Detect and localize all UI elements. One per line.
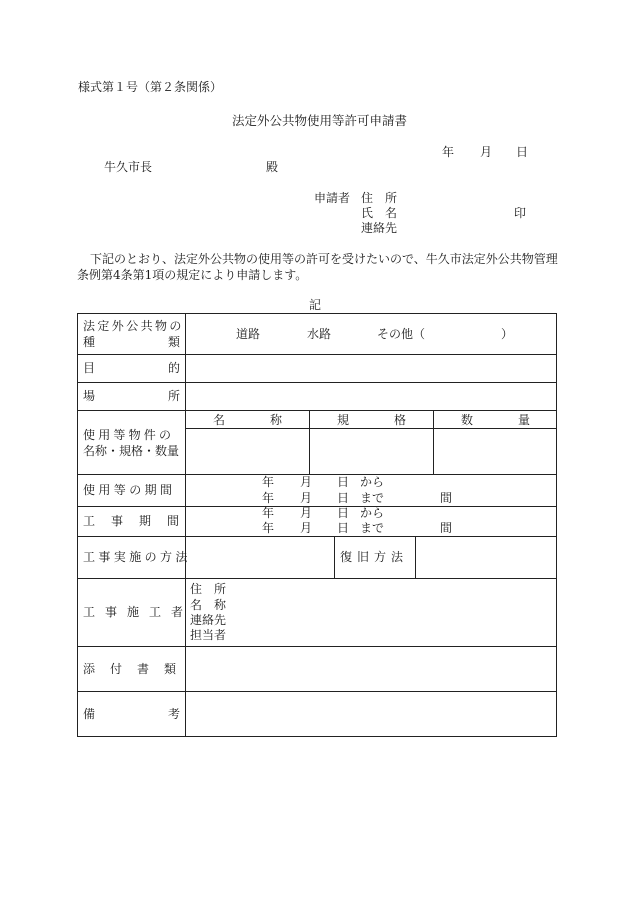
period-to-year: 年 — [262, 491, 275, 505]
body-text-line-2: 条例第4条第1項の規定により申請します。 — [77, 268, 308, 282]
period-until-label: まで — [360, 491, 385, 505]
body-text-line-1: 下記のとおり、法定外公共物の使用等の許可を受けたいので、牛久市法定外公共物管理 — [90, 252, 558, 266]
place-char: 場 — [83, 389, 96, 403]
row-rule — [78, 578, 556, 579]
attachments-field[interactable] — [190, 650, 550, 688]
row-rule — [78, 474, 556, 475]
kind-option-waterway[interactable]: 水路 — [307, 327, 332, 341]
column-rule — [415, 536, 416, 578]
applicant-label: 申請者 — [314, 191, 351, 205]
work-from-label: から — [360, 506, 385, 520]
seal-mark: 印 — [514, 206, 527, 220]
document-title: 法定外公共物使用等許可申請書 — [232, 113, 408, 128]
period-from-label: から — [360, 475, 385, 489]
work-from-day: 日 — [337, 506, 350, 520]
items-label-line-2: 名称・規格・数量 — [83, 444, 180, 458]
purpose-field[interactable] — [190, 356, 550, 380]
period-from-month: 月 — [300, 475, 313, 489]
kind-label-char: 類 — [167, 335, 180, 349]
column-header-quantity — [461, 413, 530, 427]
work-from-year: 年 — [262, 506, 275, 520]
kind-label-line-2 — [83, 335, 180, 349]
column-rule — [433, 410, 434, 474]
kind-label-line-1 — [83, 319, 184, 333]
row-rule — [78, 354, 556, 355]
purpose-char: 目 — [83, 361, 96, 375]
column-header-spec — [337, 413, 406, 427]
attachments-label: 添付書類 — [83, 662, 192, 676]
work-period-label: 工事期間 — [83, 514, 196, 528]
column-header-name — [213, 413, 282, 427]
kind-option-other[interactable]: その他（ — [377, 327, 426, 341]
date-year-label: 年 — [442, 145, 455, 159]
row-rule — [78, 506, 556, 507]
header-char: 数 — [461, 413, 474, 427]
restoration-method-label: 復旧方法 — [340, 550, 409, 564]
applicant-name-label: 氏 名 — [361, 206, 398, 220]
date-month-label: 月 — [480, 145, 493, 159]
work-to-year: 年 — [262, 521, 275, 535]
header-char: 称 — [269, 413, 282, 427]
form-reference: 様式第１号（第２条関係） — [78, 80, 223, 94]
period-from-day: 日 — [337, 475, 350, 489]
contractor-address-label: 住 所 — [190, 582, 227, 596]
purpose-char: 的 — [167, 361, 180, 375]
work-to-day: 日 — [337, 521, 350, 535]
row-rule — [78, 410, 556, 411]
row-rule — [78, 536, 556, 537]
items-label-line-1: 使用等物件の — [83, 428, 175, 442]
place-label — [83, 389, 180, 403]
place-char: 所 — [167, 389, 180, 403]
kind-label-text: 法定外公共物の — [83, 319, 184, 333]
contractor-person-label: 担当者 — [190, 628, 227, 642]
work-method-field[interactable] — [190, 540, 330, 574]
place-field[interactable] — [190, 384, 550, 408]
contractor-contact-label: 連絡先 — [190, 613, 227, 627]
date-day-label: 日 — [516, 145, 529, 159]
ki-heading: 記 — [309, 298, 322, 312]
addressee-name: 牛久市長 — [104, 160, 153, 174]
period-to-day: 日 — [337, 491, 350, 505]
remarks-char: 備 — [83, 707, 96, 721]
header-char: 名 — [213, 413, 226, 427]
work-to-month: 月 — [300, 521, 313, 535]
remarks-field[interactable] — [190, 695, 550, 733]
work-interval-label: 間 — [440, 521, 453, 535]
contractor-label: 工事施工者 — [83, 605, 194, 619]
purpose-label — [83, 361, 180, 375]
remarks-char: 考 — [167, 707, 180, 721]
header-char: 量 — [517, 413, 530, 427]
applicant-contact-label: 連絡先 — [361, 221, 398, 235]
addressee-honorific: 殿 — [266, 160, 279, 174]
contractor-name-label: 名 称 — [190, 598, 227, 612]
row-rule — [78, 646, 556, 647]
restoration-method-field[interactable] — [420, 540, 550, 574]
kind-option-road[interactable]: 道路 — [236, 327, 261, 341]
work-from-month: 月 — [300, 506, 313, 520]
application-table — [77, 313, 557, 737]
row-rule — [78, 382, 556, 383]
row-rule — [78, 691, 556, 692]
period-to-month: 月 — [300, 491, 313, 505]
work-until-label: まで — [360, 521, 385, 535]
column-rule — [309, 410, 310, 474]
work-method-label: 工事実施の方法 — [83, 550, 191, 564]
applicant-address-label: 住 所 — [361, 191, 398, 205]
row-rule — [185, 428, 556, 429]
usage-period-label: 使用等の期間 — [83, 483, 176, 497]
kind-label-char: 種 — [83, 335, 96, 349]
column-rule — [334, 536, 335, 578]
header-char: 規 — [337, 413, 350, 427]
period-interval-label: 間 — [440, 491, 453, 505]
remarks-label — [83, 707, 180, 721]
period-from-year: 年 — [262, 475, 275, 489]
kind-option-other-close: ） — [501, 327, 514, 341]
header-char: 格 — [393, 413, 406, 427]
